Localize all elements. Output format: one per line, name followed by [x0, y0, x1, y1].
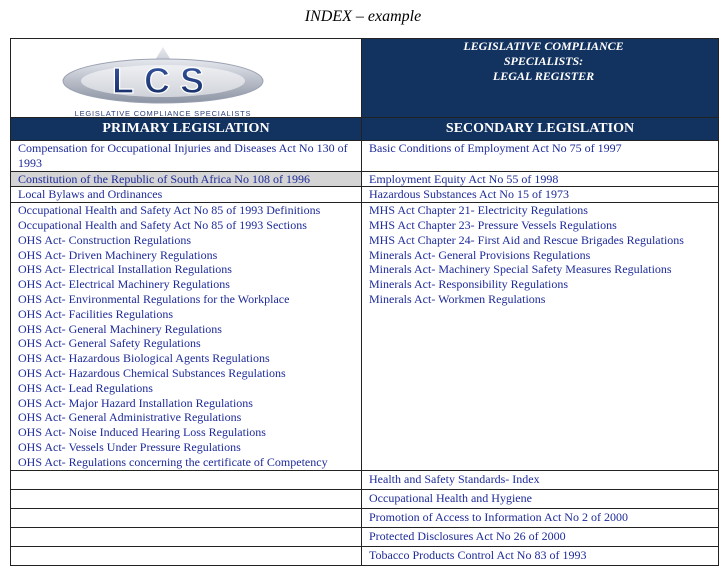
- register-title-cell: [362, 39, 719, 118]
- register-row: [11, 203, 719, 470]
- secondary-legislation-cell: [362, 187, 719, 203]
- secondary-legislation-item[interactable]: Minerals Act- General Provisions Regulations: [369, 247, 591, 262]
- secondary-legislation-cell: [362, 508, 719, 527]
- primary-legislation-item[interactable]: OHS Act- General Machinery Regulations: [18, 321, 222, 336]
- secondary-legislation-item[interactable]: Tobacco Products Control Act No 83 of 1993: [369, 547, 587, 562]
- secondary-legislation-item[interactable]: MHS Act Chapter 23- Pressure Vessels Regulations: [369, 217, 617, 232]
- secondary-legislation-cell: [362, 546, 719, 565]
- primary-legislation-item[interactable]: OHS Act- Electrical Machinery Regulations: [18, 277, 230, 292]
- primary-legislation-cell: [11, 508, 362, 527]
- register-row: [11, 527, 719, 546]
- primary-legislation-cell: [11, 171, 362, 187]
- primary-legislation-item[interactable]: OHS Act- Facilities Regulations: [18, 306, 173, 321]
- secondary-legislation-item[interactable]: Promotion of Access to Information Act No 2 of 2000: [369, 509, 628, 524]
- primary-legislation-item[interactable]: OHS Act- Lead Regulations: [18, 380, 153, 395]
- primary-legislation-item[interactable]: OHS Act- Hazardous Biological Agents Regulations: [18, 351, 270, 366]
- primary-legislation-item[interactable]: Constitution of the Republic of South Africa No 108 of 1996: [18, 171, 310, 186]
- secondary-legislation-header: SECONDARY LEGISLATION: [362, 118, 719, 141]
- secondary-legislation-item[interactable]: Basic Conditions of Employment Act No 75 of 1997: [369, 141, 622, 155]
- register-row: [11, 141, 719, 172]
- primary-legislation-item[interactable]: OHS Act- Noise Induced Hearing Loss Regulations: [18, 425, 266, 440]
- lcs-logo-graphic: [48, 45, 278, 107]
- secondary-legislation-item[interactable]: Employment Equity Act No 55 of 1998: [369, 171, 559, 186]
- register-title-line-3: LEGAL REGISTER: [492, 68, 595, 83]
- secondary-legislation-cell: [362, 489, 719, 508]
- document-title: INDEX – example: [304, 8, 422, 25]
- primary-legislation-item[interactable]: OHS Act- Major Hazard Installation Regulations: [18, 395, 253, 410]
- primary-legislation-item[interactable]: OHS Act- General Safety Regulations: [18, 336, 201, 351]
- primary-legislation-item[interactable]: OHS Act- Environmental Regulations for the Workplace: [18, 291, 290, 306]
- register-row: [11, 171, 719, 187]
- secondary-legislation-item[interactable]: Hazardous Substances Act No 15 of 1973: [369, 187, 569, 202]
- primary-legislation-cell: [11, 546, 362, 565]
- logo-cell: [11, 39, 362, 118]
- primary-legislation-item[interactable]: Occupational Health and Safety Act No 85 of 1993 Definitions: [18, 203, 321, 218]
- primary-legislation-item[interactable]: OHS Act- Hazardous Chemical Substances Regulations: [18, 365, 286, 380]
- primary-legislation-item[interactable]: OHS Act- Regulations concerning the certificate of Competency: [18, 454, 328, 469]
- register-row: [11, 187, 719, 203]
- primary-legislation-item[interactable]: Occupational Health and Safety Act No 85 of 1993 Sections: [18, 217, 307, 232]
- primary-legislation-item[interactable]: OHS Act- Driven Machinery Regulations: [18, 247, 218, 262]
- logo-letters: LCS: [112, 60, 214, 101]
- secondary-legislation-item[interactable]: Minerals Act- Workmen Regulations: [369, 291, 546, 306]
- legal-register-table: [10, 38, 719, 566]
- primary-legislation-cell: [11, 470, 362, 489]
- primary-legislation-item[interactable]: OHS Act- Vessels Under Pressure Regulations: [18, 439, 241, 454]
- register-row: [11, 470, 719, 489]
- secondary-legislation-item[interactable]: Health and Safety Standards- Index: [369, 471, 540, 486]
- secondary-legislation-item[interactable]: Protected Disclosures Act No 26 of 2000: [369, 528, 566, 543]
- primary-legislation-item[interactable]: OHS Act- Electrical Installation Regulations: [18, 262, 232, 277]
- secondary-legislation-cell: [362, 171, 719, 187]
- register-title-line-1: LEGISLATIVE COMPLIANCE: [463, 39, 624, 53]
- secondary-legislation-cell: [362, 527, 719, 546]
- secondary-legislation-item[interactable]: Minerals Act- Machinery Special Safety Measures Regulations: [369, 262, 672, 277]
- secondary-legislation-cell: [362, 141, 719, 172]
- secondary-legislation-item[interactable]: Occupational Health and Hygiene: [369, 490, 532, 505]
- register-body: [11, 141, 719, 566]
- secondary-legislation-cell: [362, 470, 719, 489]
- primary-legislation-header: PRIMARY LEGISLATION: [11, 118, 362, 141]
- register-row: [11, 546, 719, 565]
- logo-caption: LEGISLATIVE COMPLIANCE SPECIALISTS: [74, 109, 252, 118]
- primary-legislation-cell: [11, 141, 362, 172]
- register-row: [11, 489, 719, 508]
- banner-row: [11, 39, 719, 118]
- lcs-logo: [48, 45, 278, 118]
- primary-legislation-cell: [11, 203, 362, 470]
- primary-legislation-cell: [11, 187, 362, 203]
- primary-legislation-cell: [11, 527, 362, 546]
- register-title-line-2: SPECIALISTS:: [503, 53, 584, 68]
- primary-legislation-cell: [11, 489, 362, 508]
- register-row: [11, 508, 719, 527]
- secondary-legislation-cell: [362, 203, 719, 470]
- primary-legislation-item[interactable]: OHS Act- Construction Regulations: [18, 232, 191, 247]
- primary-legislation-item[interactable]: Compensation for Occupational Injuries and Diseases Act No 130 of 1993: [18, 141, 348, 170]
- secondary-legislation-item[interactable]: MHS Act Chapter 24- First Aid and Rescue Brigades Regulations: [369, 232, 684, 247]
- secondary-legislation-item[interactable]: Minerals Act- Responsibility Regulations: [369, 277, 568, 292]
- primary-legislation-item[interactable]: OHS Act- General Administrative Regulations: [18, 410, 242, 425]
- secondary-legislation-item[interactable]: MHS Act Chapter 21- Electricity Regulations: [369, 203, 588, 218]
- primary-legislation-item[interactable]: Local Bylaws and Ordinances: [18, 187, 163, 202]
